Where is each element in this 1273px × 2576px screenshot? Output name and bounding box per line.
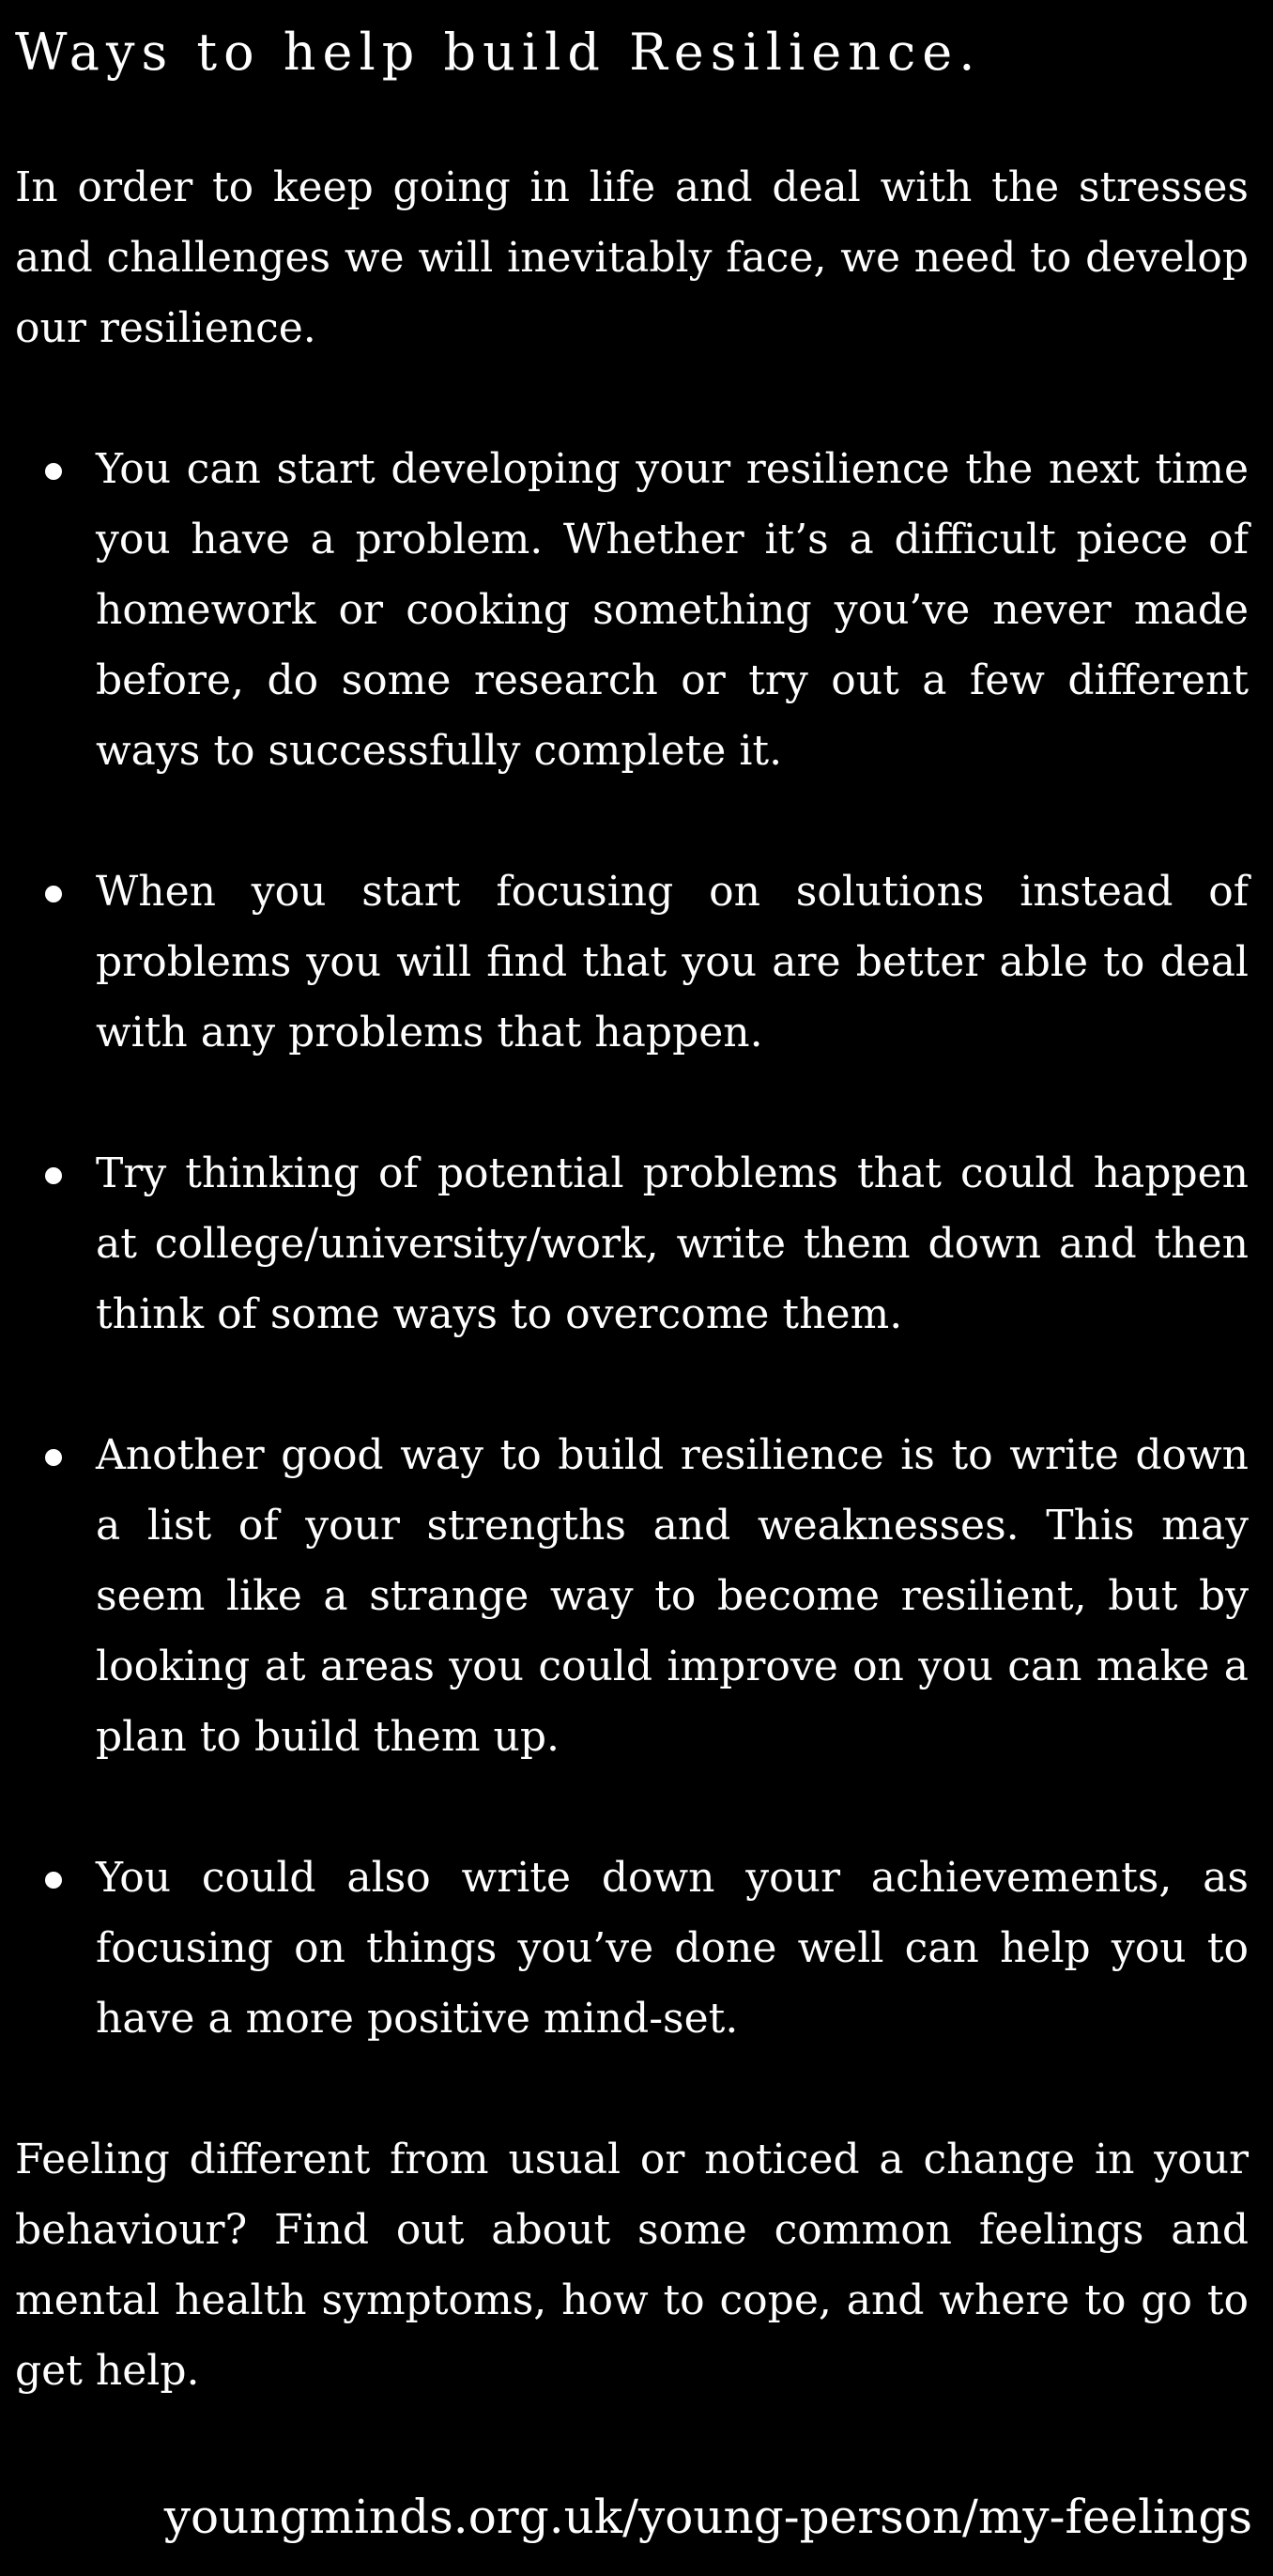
tip-text: You could also write down your achievements, as focusing on things you’ve done well can help you to have a more positive mind-set. <box>96 1854 1249 2043</box>
intro-paragraph: In order to keep going in life and deal with the stresses and challenges we will inevitably face, we need to develop our resilience. <box>15 163 1249 352</box>
tip-text: Another good way to build resilience is to write down a list of your strengths and weaknesses. This may seem like a strange way to become resilient, but by looking at areas you could improve on you can make a plan to build them up. <box>96 1431 1249 1761</box>
bullet-icon <box>45 886 62 902</box>
page-title: Ways to help build Resilience. <box>15 23 982 82</box>
bullet-icon <box>45 1872 62 1889</box>
tip-text: Try thinking of potential problems that could happen at college/university/work, write them down and then think of some ways to overcome them. <box>96 1149 1249 1338</box>
bullet-icon <box>45 463 62 480</box>
tips-list <box>15 434 1249 2054</box>
tip-text: You can start developing your resilience the next time you have a problem. Whether it’s a difficult piece of homework or cooking something you’ve never made before, do some research or try out a few different ways to successfully complete it. <box>96 445 1249 775</box>
youngminds-link[interactable]: youngminds.org.uk/young-person/my-feelings <box>163 2490 1252 2544</box>
bullet-icon <box>45 1449 62 1466</box>
tip-item <box>96 1138 1249 1350</box>
tip-item <box>96 1420 1249 1772</box>
outro-paragraph: Feeling different from usual or noticed a change in your behaviour? Find out about some common feelings and mental health symptoms, how to cope, and where to go to get help. <box>15 2136 1249 2395</box>
tip-text: When you start focusing on solutions instead of problems you will find that you are better able to deal with any problems that happen. <box>96 868 1249 1057</box>
tip-item <box>96 856 1249 1068</box>
tip-item <box>96 1843 1249 2054</box>
bullet-icon <box>45 1167 62 1184</box>
tip-item <box>96 434 1249 786</box>
